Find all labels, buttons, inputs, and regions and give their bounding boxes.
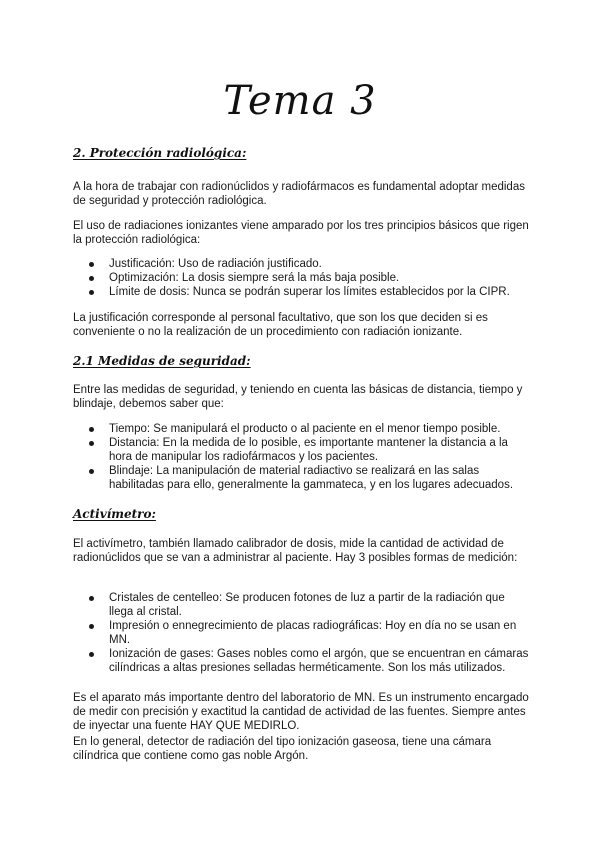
bullet-list	[73, 422, 531, 492]
list-item: Justificación: Uso de radiación justificado.	[73, 257, 531, 271]
bullet-icon	[89, 624, 94, 629]
list-item: Ionización de gases: Gases nobles como el argón, que se encuentran en cámaras cilíndricas a altas presiones selladas herméticamente. Son los más utilizados.	[73, 647, 531, 675]
bullet-icon	[89, 441, 94, 446]
list-item: Impresión o ennegrecimiento de placas radiográficas: Hoy en día no se usan en MN.	[73, 619, 531, 647]
list-item: Tiempo: Se manipulará el producto o al paciente en el menor tiempo posible.	[73, 422, 531, 436]
list-item: Optimización: La dosis siempre será la más baja posible.	[73, 271, 531, 285]
bullet-icon	[89, 427, 94, 432]
list-item: Blindaje: La manipulación de material radiactivo se realizará en las salas habilitadas para ello, generalmente la gammateca, y en los lugares adecuados.	[73, 464, 531, 492]
bullet-icon	[89, 469, 94, 474]
paragraph: El activímetro, también llamado calibrador de dosis, mide la cantidad de actividad de radionúclidos que se van a administrar al paciente. Hay 3 posibles formas de medición:	[73, 538, 518, 564]
paragraph: Entre las medidas de seguridad, y teniendo en cuenta las básicas de distancia, tiempo y blindaje, debemos saber que:	[73, 384, 523, 410]
bullet-icon	[89, 276, 94, 281]
paragraph: Es el aparato más importante dentro del laboratorio de MN. Es un instrumento encargado de medir con precisión y exactitud la cantidad de actividad de las fuentes. Siempre antes de inyectar una fuente HAY QUE MEDIRLO.	[73, 692, 529, 732]
bullet-icon	[89, 596, 94, 601]
paragraph: A la hora de trabajar con radionúclidos y radiofármacos es fundamental adoptar medidas de seguridad y protección radiológica.	[73, 181, 525, 207]
section-heading-medidas: 2.1 Medidas de seguridad:	[73, 354, 251, 368]
list-item: Distancia: En la medida de lo posible, es importante mantener la distancia a la hora de manipular los radiofármacos y los pacientes.	[73, 436, 531, 464]
list-item: Límite de dosis: Nunca se podrán superar los límites establecidos por la CIPR.	[73, 285, 531, 299]
section-heading-activimetro: Activímetro:	[73, 507, 156, 521]
bullet-icon	[89, 652, 94, 657]
paragraph: La justificación corresponde al personal facultativo, que son los que deciden si es conveniente o no la realización de un procedimiento con radiación ionizante.	[73, 312, 488, 338]
paragraph: En lo general, detector de radiación del tipo ionización gaseosa, tiene una cámara cilíndrica que contiene como gas noble Argón.	[73, 736, 492, 762]
page-title: Tema 3	[223, 78, 377, 124]
bullet-icon	[89, 290, 94, 295]
bullet-list	[73, 257, 531, 299]
list-item: Cristales de centelleo: Se producen fotones de luz a partir de la radiación que llega al cristal.	[73, 591, 531, 619]
bullet-list	[73, 591, 531, 675]
section-heading-proteccion: 2. Protección radiológica:	[73, 146, 247, 160]
bullet-icon	[89, 262, 94, 267]
paragraph: El uso de radiaciones ionizantes viene amparado por los tres principios básicos que rigen la protección radiológica:	[73, 220, 529, 246]
